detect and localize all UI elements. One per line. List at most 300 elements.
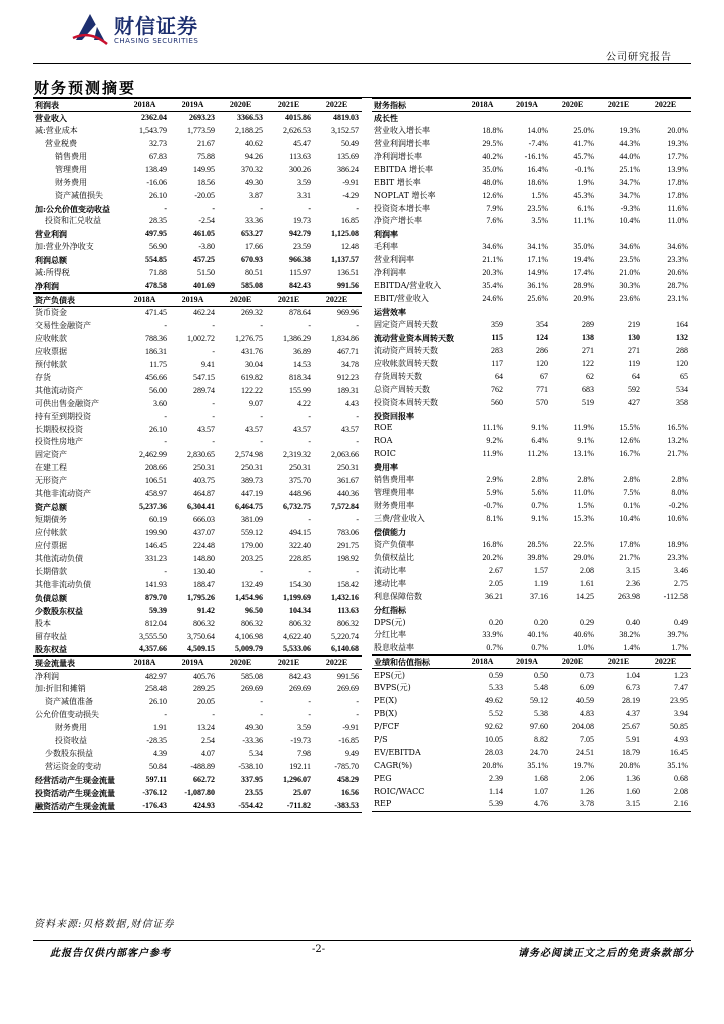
- cell-value: 39.7%: [667, 630, 688, 640]
- left-column: [33, 98, 362, 813]
- cell-value: 3.60: [153, 398, 167, 408]
- table-row: [33, 320, 362, 333]
- column-header: 2022E: [314, 99, 362, 112]
- row-label: 成长性: [374, 113, 398, 124]
- table-row: [33, 163, 362, 176]
- table-row: [33, 124, 362, 137]
- cell-value: 7.05: [580, 735, 594, 745]
- column-header: 2019A: [170, 99, 218, 112]
- cell-value: 60.19: [149, 515, 167, 525]
- cell-value: -2.54: [198, 216, 215, 226]
- cell-value: -: [308, 437, 311, 447]
- row-label: 利润率: [374, 229, 398, 240]
- row-label: 股东权益: [33, 643, 122, 656]
- column-header: 2020E: [551, 99, 597, 112]
- table-row: [33, 436, 362, 449]
- cell-value: 40.1%: [527, 630, 548, 640]
- cell-value: 21.1%: [482, 255, 503, 265]
- cell-value: 24.6%: [482, 294, 503, 304]
- cell-value: -: [260, 566, 263, 576]
- cell-value: -33.36: [242, 736, 263, 746]
- column-header: 2021E: [266, 294, 314, 307]
- cell-value: 67.83: [149, 151, 167, 161]
- table-row: [372, 357, 691, 370]
- cell-value: 5.39: [462, 798, 506, 811]
- row-label: 销售费用: [55, 151, 87, 161]
- cell-value: 0.49: [674, 617, 688, 627]
- column-header: 2019A: [506, 99, 551, 112]
- cell-value: 17.7%: [667, 151, 688, 161]
- table-row: [372, 526, 691, 539]
- table-row: [372, 383, 691, 396]
- cell-value: 11.1%: [482, 423, 503, 433]
- row-label: 应收票据: [35, 346, 67, 356]
- cell-value: 192.11: [289, 761, 311, 771]
- cell-value: 30.04: [245, 359, 263, 369]
- table-row: [33, 228, 362, 241]
- row-label: 负债总额: [35, 592, 67, 603]
- row-label: 加:公允价值变动收益: [35, 203, 110, 214]
- row-label: P/S: [374, 735, 388, 745]
- logo-emblem-icon: [70, 10, 110, 50]
- cell-value: 5,009.79: [218, 643, 266, 656]
- column-header: 2019A: [506, 656, 551, 669]
- column-header: 2021E: [266, 99, 314, 112]
- cell-value: -383.53: [314, 799, 362, 812]
- cell-value: 44.3%: [619, 138, 640, 148]
- footer-disclaimer: 此报告仅供内部客户参考: [50, 948, 171, 959]
- column-header: 2018A: [462, 99, 506, 112]
- cell-value: 1.60: [626, 786, 640, 796]
- table-row: [372, 422, 691, 435]
- table-row: [372, 448, 691, 461]
- cell-value: 97.60: [530, 722, 548, 732]
- cell-value: 2,063.66: [331, 450, 359, 460]
- cell-value: 11.6%: [667, 203, 688, 213]
- cell-value: [462, 603, 506, 616]
- cell-value: 35.1%: [527, 760, 548, 770]
- cell-value: 26.10: [149, 190, 167, 200]
- cell-value: 291.75: [337, 540, 359, 550]
- row-label: 运营效率: [374, 307, 406, 318]
- cell-value: 43.57: [293, 424, 311, 434]
- cell-value: 462.24: [193, 308, 215, 318]
- cell-value: 199.90: [145, 528, 167, 538]
- cell-value: 80.51: [245, 268, 263, 278]
- cell-value: 258.48: [145, 684, 167, 694]
- cell-value: 331.23: [145, 553, 167, 563]
- cell-value: 45.3%: [573, 190, 594, 200]
- row-label: 加:折旧和摊销: [35, 684, 86, 694]
- cell-value: [643, 461, 691, 474]
- cell-value: 59.12: [530, 696, 548, 706]
- cell-value: 188.47: [193, 579, 215, 589]
- table-row: [372, 642, 691, 655]
- table-row: [372, 603, 691, 616]
- cell-value: 23.59: [293, 242, 311, 252]
- cell-value: 771: [536, 384, 548, 394]
- row-label: 利息保障倍数: [374, 591, 422, 601]
- table-row: [372, 734, 691, 747]
- report-type: 公司研究报告: [606, 52, 672, 63]
- cell-value: 23.95: [670, 696, 688, 706]
- cell-value: 788.36: [145, 333, 167, 343]
- cell-value: 560: [491, 397, 503, 407]
- cell-value: 322.40: [289, 540, 311, 550]
- cell-value: [551, 306, 597, 319]
- cell-value: 3.15: [597, 798, 643, 811]
- cell-value: 23.3%: [667, 552, 688, 562]
- cell-value: 6,464.75: [235, 502, 263, 512]
- table-row: [372, 577, 691, 590]
- cell-value: 135.69: [337, 151, 359, 161]
- cell-value: 20.3%: [482, 268, 503, 278]
- cell-value: 666.03: [193, 515, 215, 525]
- cell-value: 3.78: [551, 798, 597, 811]
- table-row: [372, 747, 691, 760]
- cell-value: 34.6%: [619, 242, 640, 252]
- row-label: DPS(元): [374, 617, 406, 627]
- table-row: [33, 202, 362, 215]
- cell-value: 497.95: [145, 229, 167, 239]
- table-header-row: [372, 656, 691, 669]
- cell-value: -: [308, 566, 311, 576]
- cell-value: 5,533.06: [266, 643, 314, 656]
- cell-value: 186.31: [145, 346, 167, 356]
- cell-value: 40.6%: [573, 630, 594, 640]
- cell-value: 269.69: [289, 684, 311, 694]
- table-row: [33, 410, 362, 423]
- cell-value: 20.6%: [667, 268, 688, 278]
- cell-value: -376.12: [142, 787, 167, 797]
- cell-value: 11.9%: [482, 449, 503, 459]
- cell-value: 4,357.66: [122, 643, 170, 656]
- cell-value: 3.31: [297, 190, 311, 200]
- cell-value: 447.19: [241, 489, 263, 499]
- cell-value: 20.2%: [482, 552, 503, 562]
- table-row: [33, 591, 362, 604]
- cell-value: 34.7%: [619, 177, 640, 187]
- cell-value: [462, 526, 506, 539]
- cell-value: 67: [540, 371, 548, 381]
- table-row: [33, 176, 362, 189]
- cell-value: 3.59: [297, 177, 311, 187]
- cell-value: 2.75: [674, 578, 688, 588]
- cell-value: 478.58: [122, 280, 170, 293]
- cell-value: 21.67: [197, 138, 215, 148]
- cell-value: 519: [582, 397, 594, 407]
- row-label: 资产负债率: [374, 539, 414, 549]
- row-label: 三费/营业收入: [374, 514, 425, 524]
- cell-value: 806.32: [241, 618, 263, 628]
- cell-value: 966.38: [289, 255, 311, 265]
- cell-value: 1.9%: [577, 177, 594, 187]
- cell-value: 0.73: [580, 670, 594, 680]
- row-label: 股息收益率: [372, 642, 462, 655]
- table-row: [372, 759, 691, 772]
- row-label: 毛利率: [374, 242, 398, 252]
- row-label: EPS(元): [374, 670, 405, 680]
- cell-value: 403.75: [193, 476, 215, 486]
- cell-value: 13.9%: [667, 164, 688, 174]
- cell-value: -711.82: [266, 799, 314, 812]
- row-label: 短期债务: [35, 515, 67, 525]
- cell-value: 106.51: [145, 476, 167, 486]
- cell-value: 482.97: [145, 671, 167, 681]
- table-row: [33, 527, 362, 540]
- cell-value: 427: [628, 397, 640, 407]
- cell-value: 33.9%: [482, 630, 503, 640]
- cell-value: 1,773.59: [187, 125, 215, 135]
- cell-value: 4.76: [506, 798, 551, 811]
- cell-value: 1.61: [580, 578, 594, 588]
- cell-value: 1.07: [534, 786, 548, 796]
- row-label: 费用率: [374, 462, 398, 473]
- cell-value: 20.9%: [573, 294, 594, 304]
- row-label: 固定资产: [35, 450, 67, 460]
- table-row: [33, 137, 362, 150]
- cell-value: 547.15: [193, 372, 215, 382]
- column-header: 2020E: [218, 657, 266, 670]
- cell-value: [597, 461, 643, 474]
- row-label: 流动资产周转天数: [374, 345, 438, 355]
- cell-value: 17.66: [245, 242, 263, 252]
- cell-value: 1,432.16: [331, 592, 359, 602]
- cell-value: 1,137.57: [331, 255, 359, 265]
- table-row: [33, 501, 362, 514]
- cell-value: 25.1%: [619, 164, 640, 174]
- cell-value: 842.43: [266, 280, 314, 293]
- cell-value: 879.70: [145, 592, 167, 602]
- table-row: [372, 215, 691, 228]
- cell-value: 592: [628, 384, 640, 394]
- row-label: 存货: [35, 372, 51, 382]
- cell-value: -: [212, 411, 215, 421]
- column-header: 2021E: [597, 99, 643, 112]
- table-row: [33, 786, 362, 799]
- cell-value: 15.3%: [573, 514, 594, 524]
- table-row: [372, 344, 691, 357]
- table-row: [33, 358, 362, 371]
- cell-value: 138: [582, 332, 594, 342]
- cell-value: 9.1%: [577, 436, 594, 446]
- row-label: EBIT 增长率: [374, 177, 421, 187]
- cell-value: 269.69: [241, 684, 263, 694]
- table-row: [33, 241, 362, 254]
- cell-value: -: [260, 697, 263, 707]
- cell-value: -20.05: [194, 190, 215, 200]
- cell-value: 36.89: [293, 346, 311, 356]
- cell-value: 15.5%: [619, 423, 640, 433]
- cell-value: 2,626.53: [283, 125, 311, 135]
- cell-value: 1.5%: [577, 501, 594, 511]
- cell-value: -: [260, 710, 263, 720]
- cell-value: 13.1%: [573, 449, 594, 459]
- cell-value: -9.91: [342, 723, 359, 733]
- cell-value: 1.57: [534, 565, 548, 575]
- cell-value: 179.00: [241, 540, 263, 550]
- row-label: 投资和汇兑收益: [45, 216, 101, 226]
- row-label: 资产减值损失: [55, 190, 103, 200]
- row-label: 营业利润率: [374, 255, 414, 265]
- table-row: [33, 552, 362, 565]
- cell-value: 219: [628, 319, 640, 329]
- cell-value: 43.57: [245, 424, 263, 434]
- row-label: 加:营业外净收支: [35, 242, 94, 252]
- cell-value: 26.10: [149, 424, 167, 434]
- cell-value: 34.78: [341, 359, 359, 369]
- cell-value: 271: [582, 345, 594, 355]
- cell-value: 164: [676, 319, 688, 329]
- cell-value: 13.24: [197, 723, 215, 733]
- cell-value: 5,237.36: [139, 502, 167, 512]
- row-label: 减:所得税: [35, 268, 70, 278]
- row-label: 净利润增长率: [374, 151, 422, 161]
- cell-value: 51.50: [197, 268, 215, 278]
- column-header: 2018A: [462, 656, 506, 669]
- cell-value: [551, 112, 597, 125]
- cell-value: 224.48: [193, 540, 215, 550]
- cell-value: 4.93: [674, 735, 688, 745]
- cell-value: 25.6%: [527, 294, 548, 304]
- cell-value: 1.36: [626, 773, 640, 783]
- cell-value: 1,386.29: [283, 333, 311, 343]
- table-header-row: [33, 657, 362, 670]
- row-label: 偿债能力: [374, 526, 406, 537]
- table-row: [33, 696, 362, 709]
- cell-value: -: [260, 411, 263, 421]
- table-row: [372, 616, 691, 629]
- cell-value: 20.8%: [619, 760, 640, 770]
- row-label: 无形资产: [35, 476, 67, 486]
- financial-table: [372, 98, 691, 655]
- cell-value: 1,834.86: [331, 333, 359, 343]
- cell-value: 40.62: [245, 138, 263, 148]
- row-label: 投资收益: [55, 736, 87, 746]
- row-label: ROIC: [374, 449, 396, 459]
- cell-value: -: [212, 203, 215, 213]
- row-label: 营业收入增长率: [374, 125, 430, 135]
- cell-value: 5.33: [489, 683, 503, 693]
- cell-value: 17.8%: [619, 539, 640, 549]
- row-label: 财务费用: [55, 723, 87, 733]
- table-row: [372, 176, 691, 189]
- cell-value: 263.98: [618, 591, 640, 601]
- cell-value: 0.29: [580, 617, 594, 627]
- table-row: [33, 215, 362, 228]
- table-row: [372, 721, 691, 734]
- cell-value: 59.39: [149, 605, 167, 615]
- cell-value: -: [164, 321, 167, 331]
- cell-value: 22.5%: [573, 539, 594, 549]
- cell-value: 29.0%: [573, 552, 594, 562]
- cell-value: 250.31: [337, 463, 359, 473]
- cell-value: 0.1%: [623, 501, 640, 511]
- cell-value: 16.5%: [667, 423, 688, 433]
- column-header: 2018A: [122, 294, 170, 307]
- table-row: [372, 267, 691, 280]
- cell-value: 818.34: [289, 372, 311, 382]
- cell-value: 0.20: [534, 617, 548, 627]
- cell-value: 5.91: [626, 735, 640, 745]
- cell-value: 204.08: [572, 722, 594, 732]
- cell-value: 3366.53: [237, 113, 263, 123]
- cell-value: 6,732.75: [283, 502, 311, 512]
- cell-value: 189.31: [337, 385, 359, 395]
- cell-value: -: [356, 203, 359, 213]
- cell-value: 39.8%: [527, 552, 548, 562]
- cell-value: 269.32: [241, 308, 263, 318]
- cell-value: 4,509.15: [170, 643, 218, 656]
- cell-value: 337.95: [241, 774, 263, 784]
- cell-value: 7.6%: [486, 216, 503, 226]
- row-label: 应收帐款: [35, 333, 67, 343]
- cell-value: 653.27: [241, 229, 263, 239]
- cell-value: 4,622.40: [283, 631, 311, 641]
- row-label: 营业收入: [35, 113, 67, 124]
- cell-value: [597, 526, 643, 539]
- cell-value: 23.6%: [619, 294, 640, 304]
- cell-value: 65: [680, 371, 688, 381]
- table-row: [33, 189, 362, 202]
- table-row: [372, 798, 691, 811]
- row-label: 应付帐款: [35, 528, 67, 538]
- cell-value: 405.76: [193, 671, 215, 681]
- cell-value: 683: [582, 384, 594, 394]
- row-label: 利润总额: [35, 255, 67, 266]
- column-header: 2022E: [314, 657, 362, 670]
- cell-value: 4.43: [345, 398, 359, 408]
- cell-value: 597.11: [145, 774, 167, 784]
- cell-value: 21.0%: [619, 268, 640, 278]
- table-row: [33, 722, 362, 735]
- cell-value: -4.29: [342, 190, 359, 200]
- cell-value: 25.67: [622, 722, 640, 732]
- table-row: [33, 488, 362, 501]
- cell-value: 2.08: [674, 786, 688, 796]
- cell-value: 40.2%: [482, 151, 503, 161]
- cell-value: 14.53: [293, 359, 311, 369]
- cell-value: -: [308, 515, 311, 525]
- cell-value: -554.42: [218, 799, 266, 812]
- table-row: [33, 735, 362, 748]
- cell-value: 130.40: [193, 566, 215, 576]
- cell-value: 16.85: [341, 216, 359, 226]
- cell-value: 7.9%: [486, 203, 503, 213]
- row-label: 投资资本周转天数: [374, 397, 438, 407]
- financial-table: [33, 293, 362, 656]
- table-row: [372, 241, 691, 254]
- cell-value: 16.56: [341, 787, 359, 797]
- cell-value: 2693.23: [189, 113, 215, 123]
- cell-value: 1.04: [626, 670, 640, 680]
- row-label: 管理费用率: [374, 488, 414, 498]
- cell-value: 26.10: [149, 697, 167, 707]
- right-column: [372, 98, 691, 812]
- table-row: [33, 630, 362, 643]
- cell-value: 56.90: [149, 242, 167, 252]
- cell-value: 370.32: [241, 164, 263, 174]
- row-label: 其他流动资产: [35, 385, 83, 395]
- cell-value: 122: [582, 358, 594, 368]
- cell-value: 113.63: [289, 151, 311, 161]
- table-row: [372, 474, 691, 487]
- cell-value: 271: [628, 345, 640, 355]
- cell-value: 559.12: [241, 528, 263, 538]
- table-row: [33, 578, 362, 591]
- cell-value: 35.0%: [482, 164, 503, 174]
- cell-value: 23.3%: [667, 255, 688, 265]
